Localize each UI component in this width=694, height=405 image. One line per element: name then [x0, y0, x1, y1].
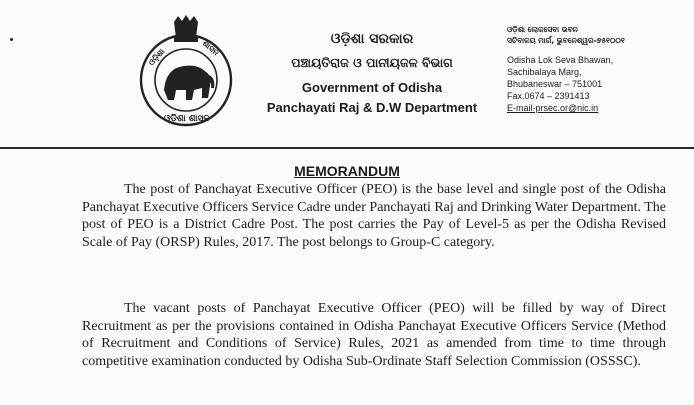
address-block [507, 24, 687, 114]
svg-text:ଓଡ଼ିଶା: ଓଡ଼ିଶା [146, 47, 167, 68]
address-odia-line-1: ଓଡ଼ିଶା ଲୋକସେବା ଭବନ [507, 25, 578, 34]
department-title: Panchayati Raj & D.W Department [266, 100, 478, 115]
odia-government-title: ଓଡ଼ିଶା ସରକାର [330, 31, 414, 47]
email-link[interactable]: E-mail-prsec.or@nic.in [507, 103, 599, 113]
memorandum-title: MEMORANDUM [294, 163, 400, 179]
odia-department-title: ପଞ୍ଚାୟତିରାଜ ଓ ପାନୀୟଜଳ ବିଭାଗ [291, 55, 453, 70]
address-line-1: Odisha Lok Seva Bhawan, [507, 55, 614, 65]
address-line-3: Bhubaneswar – 751001 [507, 79, 603, 89]
svg-text:ଓଡ଼ିଶା ଶାସନ: ଓଡ଼ିଶା ଶାସନ [164, 114, 210, 124]
scan-speck [10, 38, 13, 41]
address-odia-line-2: ସଚିବାଳୟ ମାର୍ଗ, ଭୁବନେଶ୍ୱର-୭୫୧୦୦୧ [507, 36, 625, 45]
fax-number: Fax.0674 – 2391413 [507, 91, 590, 101]
government-title: Government of Odisha [301, 80, 443, 95]
svg-text:ଶାସନ: ଶାସନ [200, 38, 221, 58]
address-line-2: Sachibalaya Marg, [507, 67, 582, 77]
odisha-emblem-icon [128, 14, 244, 130]
memo-paragraph-2: The vacant posts of Panchayat Executive Officer (PEO) will be filled by way of Direct Recruitment as per the provisions contained in Odisha Panchayat Executive Officers Service (Method of Recruitment and Conditions of Service) Rules, 2021 as amended from time to time through competitive examination conducted by Odisha Sub-Ordinate Staff Selection Commission (OSSSC). [82, 301, 666, 369]
header-title-block [246, 30, 498, 116]
memo-paragraph-1: The post of Panchayat Executive Officer (PEO) is the base level and single post of the Odisha Panchayat Executive Officers Service Cadre under Panchayati Raj and Drinking Water Department. The post of PEO is a District Cadre Post. The post carries the Pay of Level-5 as per the Odisha Revised Scale of Pay (ORSP) Rules, 2017. The post belongs to Group-C category. [82, 182, 666, 250]
header-divider [0, 147, 694, 149]
